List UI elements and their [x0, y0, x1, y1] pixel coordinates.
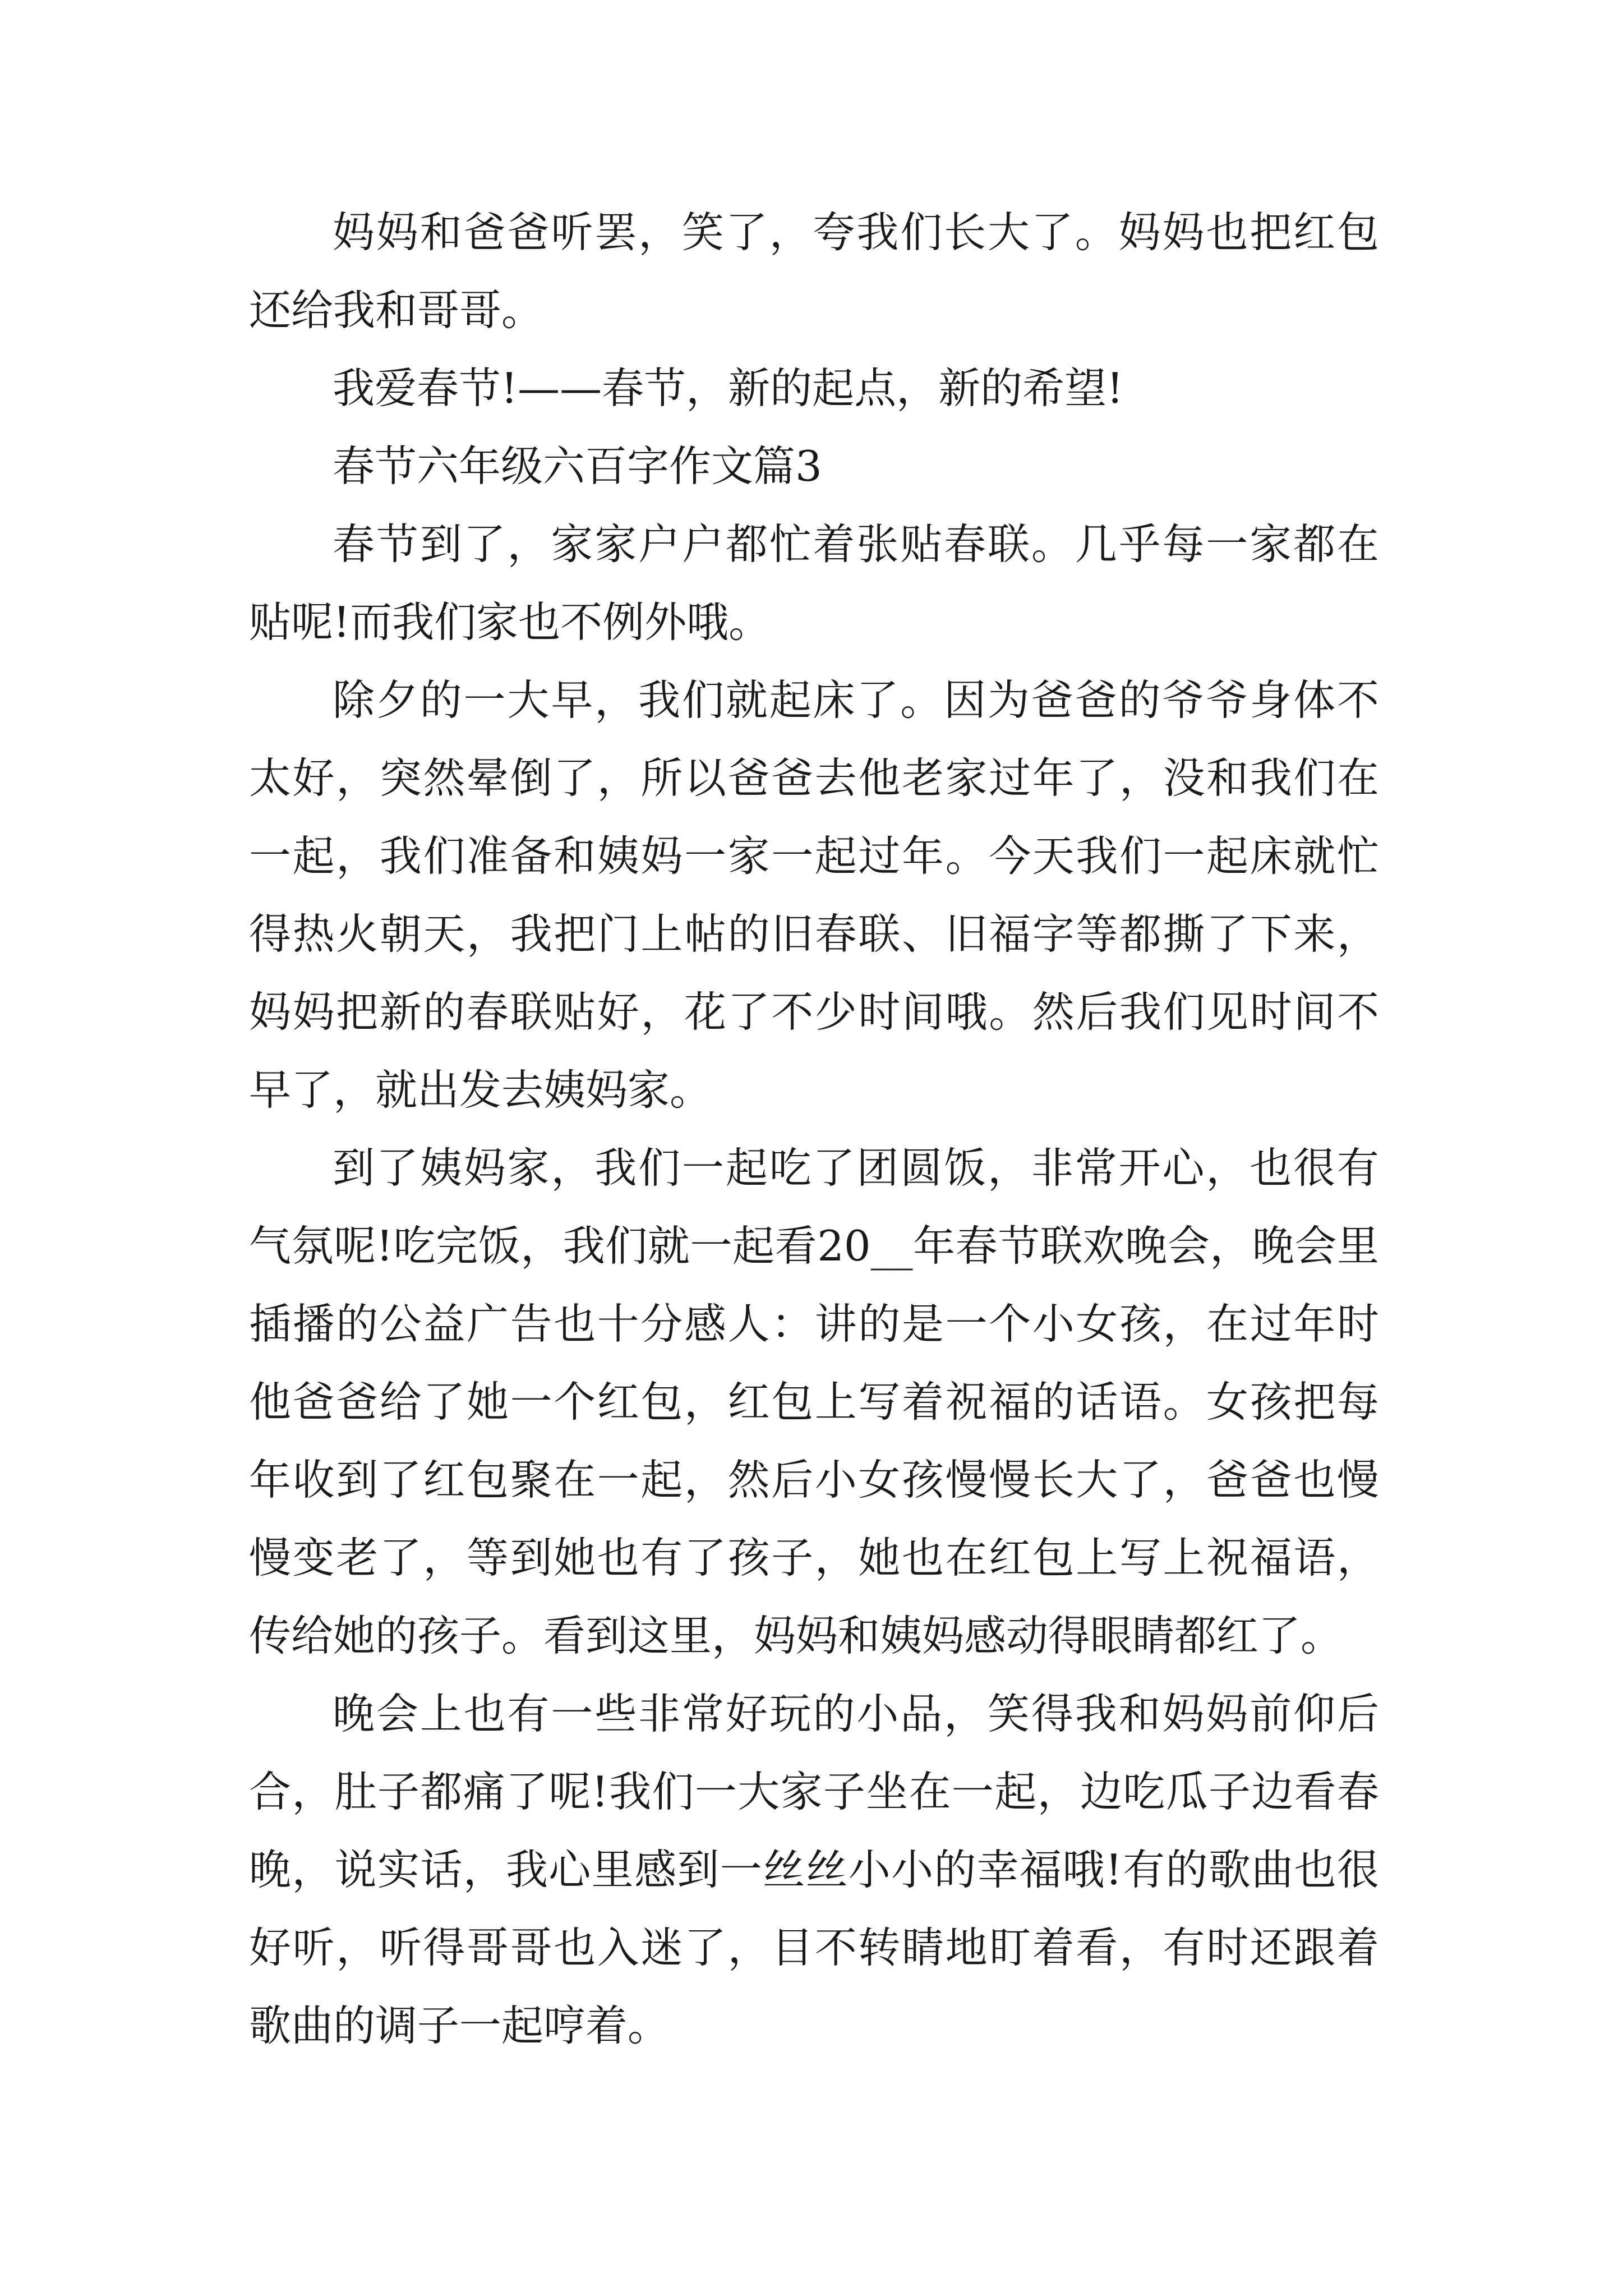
paragraph-2: 我爱春节!——春节，新的起点，新的希望!	[333, 364, 1124, 413]
paragraph-4: 除夕的一大早，我们就起床了。因为爸爸的爷爷身体不太好，突然晕倒了，所以爸爸去他老家过年了，没和我们在一起，我们准备和姨妈一家一起过年。今天我们一起床就忙得热火朝天，我把门上帖的旧春联、旧福字等都撕了下来，妈妈把新的春联贴好，花了不少时间哦。然后我们见时间不早了，就出发去姨妈家。	[249, 675, 1379, 1115]
document-body	[249, 194, 1379, 2065]
section-heading: 春节六年级六百字作文篇3	[333, 441, 822, 491]
paragraph-5: 到了姨妈家，我们一起吃了团圆饭，非常开心，也很有气氛呢!吃完饭，我们就一起看20__年春节联欢晚会，晚会里插播的公益广告也十分感人：讲的是一个小女孩，在过年时他爸爸给了她一个红包，红包上写着祝福的话语。女孩把每年收到了红包聚在一起，然后小女孩慢慢长大了，爸爸也慢慢变老了，等到她也有了孩子，她也在红包上写上祝福语，传给她的孩子。看到这里，妈妈和姨妈感动得眼睛都红了。	[249, 1143, 1379, 1660]
paragraph-3: 春节到了，家家户户都忙着张贴春联。几乎每一家都在贴呢!而我们家也不例外哦。	[249, 519, 1379, 647]
paragraph-1: 妈妈和爸爸听罢，笑了，夸我们长大了。妈妈也把红包还给我和哥哥。	[249, 208, 1379, 335]
paragraph-6: 晚会上也有一些非常好玩的小品，笑得我和妈妈前仰后合，肚子都痛了呢!我们一大家子坐在一起，边吃瓜子边看春晚，说实话，我心里感到一丝丝小小的幸福哦!有的歌曲也很好听，听得哥哥也入迷了，目不转睛地盯着看，有时还跟着歌曲的调子一起哼着。	[249, 1689, 1379, 2050]
